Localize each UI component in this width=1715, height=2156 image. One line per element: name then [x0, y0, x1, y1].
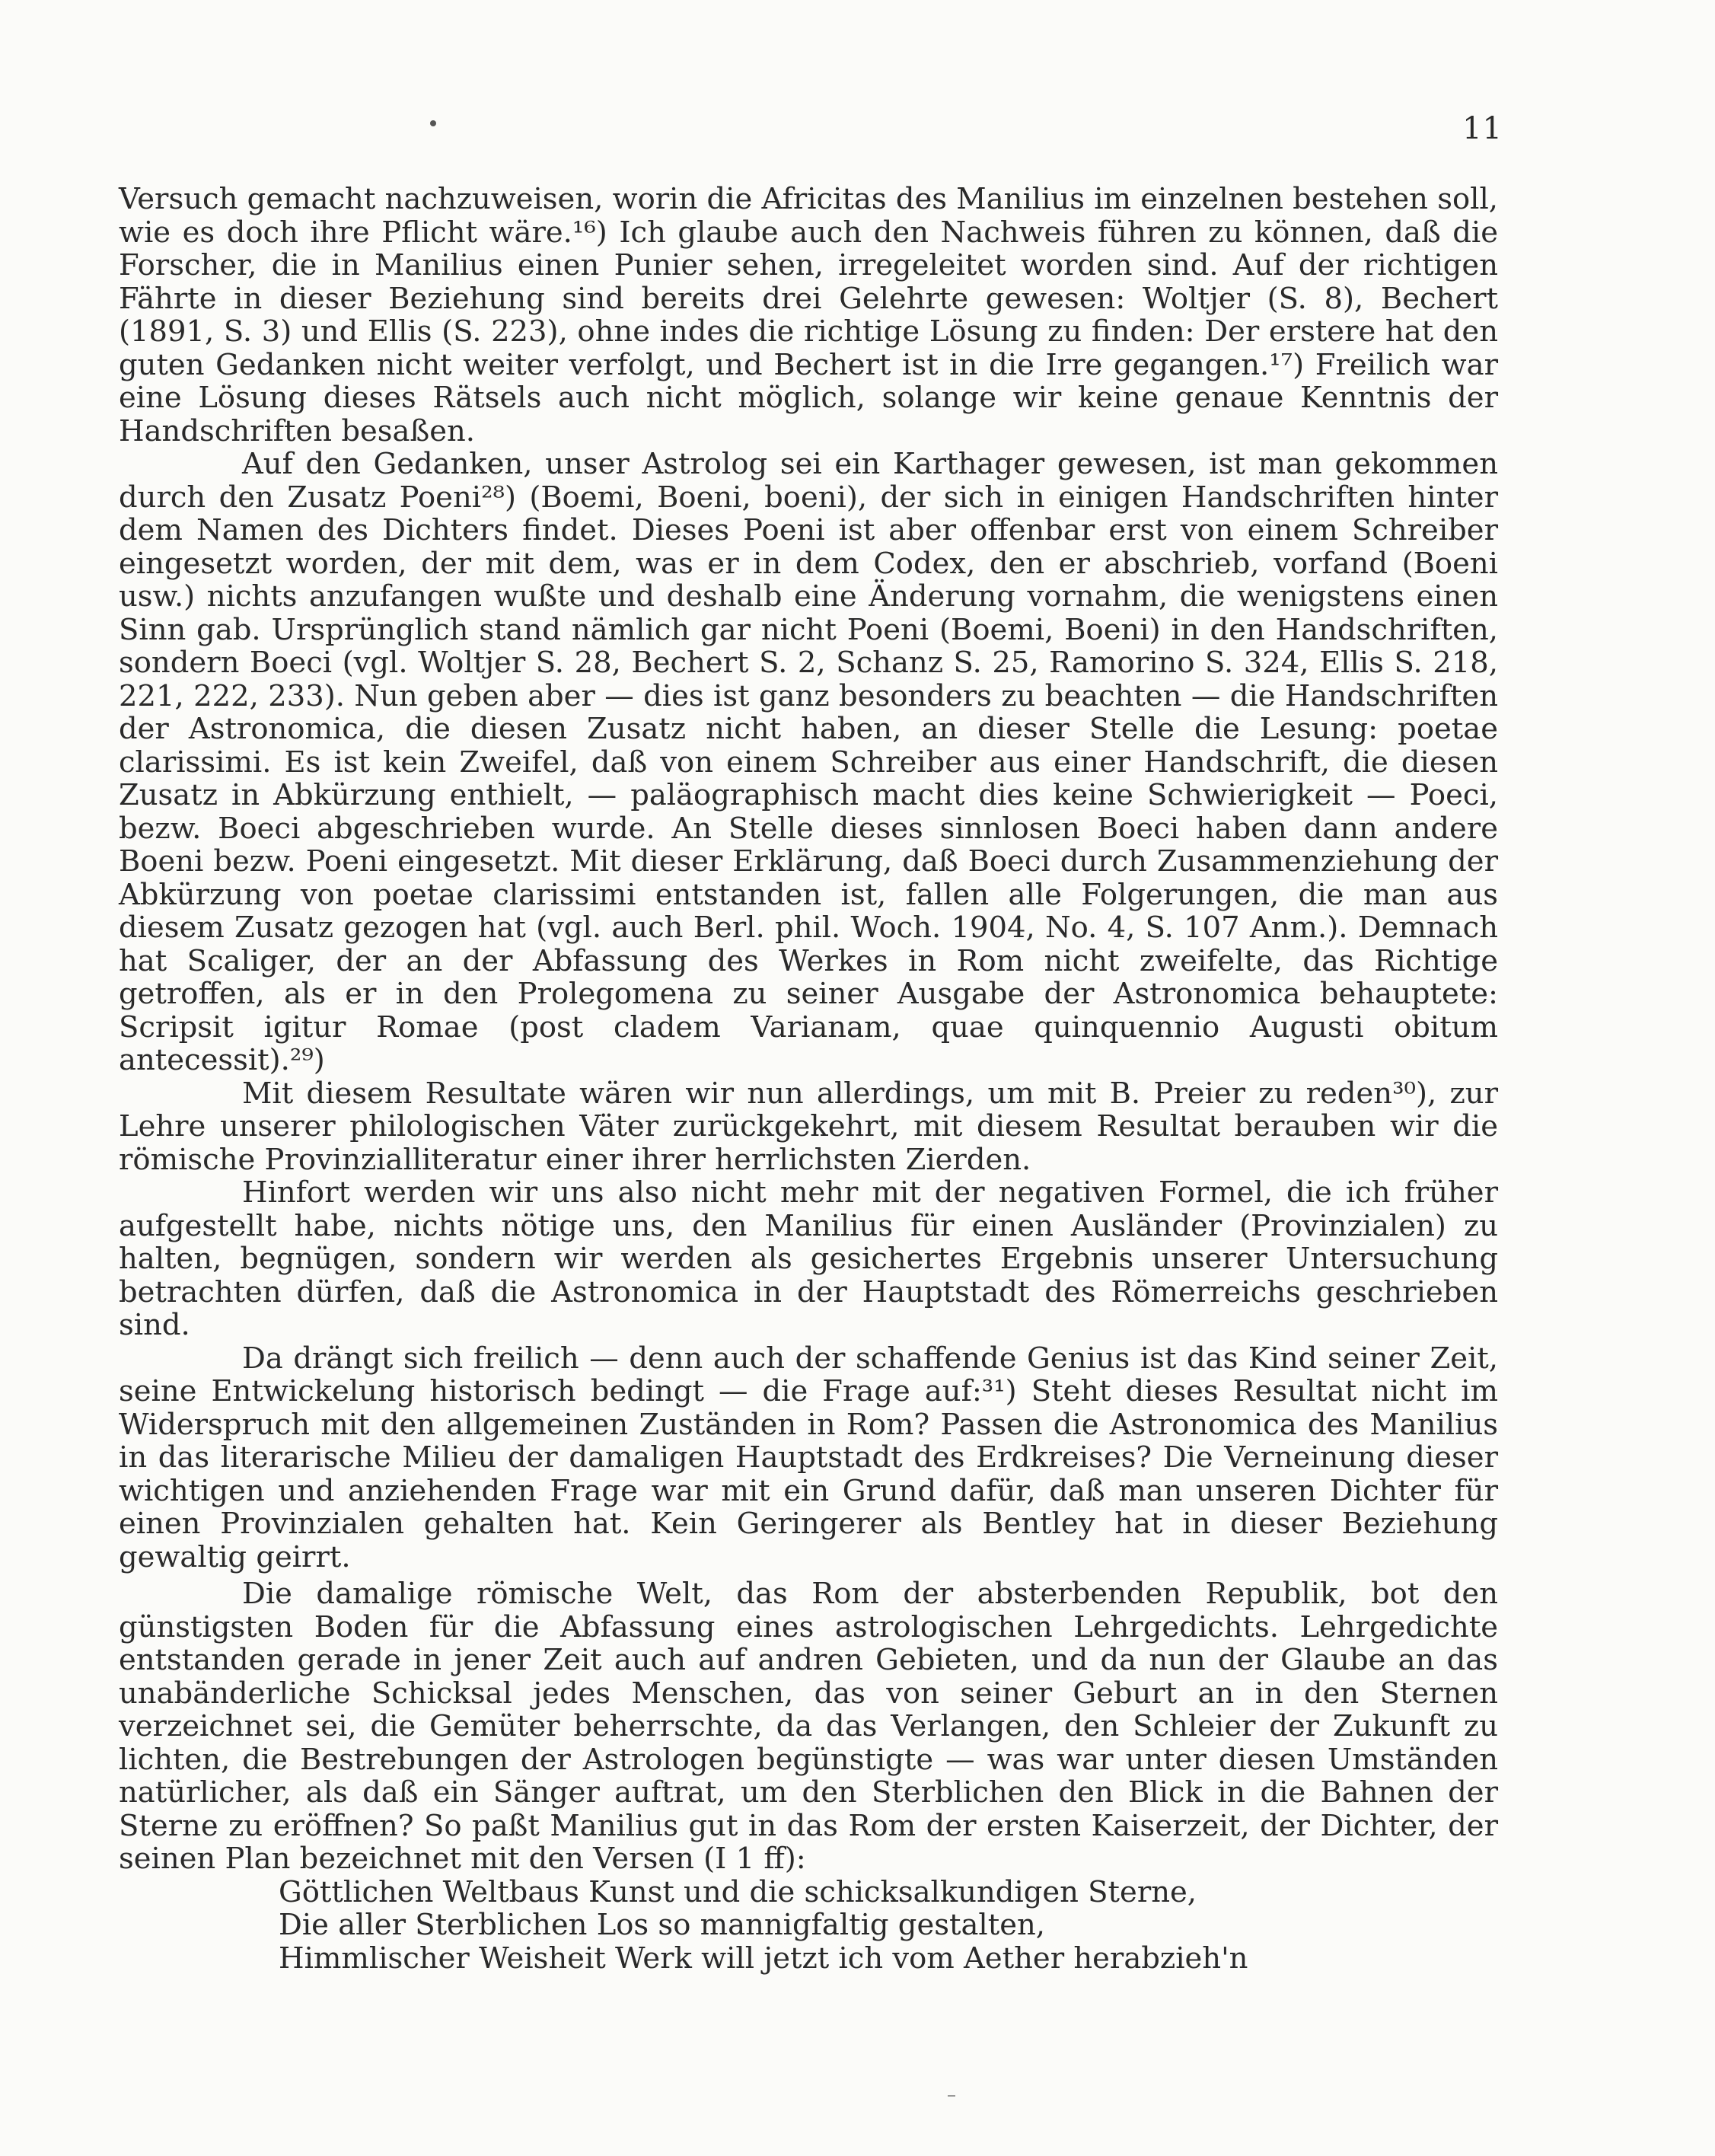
- paragraph-4: Hinfort werden wir uns also nicht mehr mit der negativen Formel, die ich früher aufgestellt habe, nichts nötige uns, den Manilius für einen Ausländer (Provinzialen) zu halten, begnügen, sondern wir werden als gesichertes Ergebnis unserer Untersuchung betrachten dürfen, daß die Astronomica in der Hauptstadt des Römerreichs geschrieben sind.: [119, 1175, 1498, 1342]
- page-body: [119, 183, 1498, 1975]
- paragraph-2: Auf den Gedanken, unser Astrolog sei ein Karthager gewesen, ist man gekommen durch den Zusatz Poeni²⁸) (Boemi, Boeni, boeni), der sich in einigen Handschriften hinter dem Namen des Dichters findet. Dieses Poeni ist aber offenbar erst von einem Schreiber eingesetzt worden, der mit dem, was er in dem Codex, den er abschrieb, vorfand (Boeni usw.) nichts anzufangen wußte und deshalb eine Änderung vornahm, die wenigstens einen Sinn gab. Ursprünglich stand nämlich gar nicht Poeni (Boemi, Boeni) in den Handschriften, sondern Boeci (vgl. Woltjer S. 28, Bechert S. 2, Schanz S. 25, Ramorino S. 324, Ellis S. 218, 221, 222, 233). Nun geben aber — dies ist ganz besonders zu beachten — die Handschriften der Astronomica, die diesen Zusatz nicht haben, an dieser Stelle die Lesung: poetae clarissimi. Es ist kein Zweifel, daß von einem Schreiber aus einer Handschrift, die diesen Zusatz in Abkürzung enthielt, — paläographisch macht dies keine Schwierigkeit — Poeci, bezw. Boeci abgeschrieben wurde. An Stelle dieses sinnlosen Boeci haben dann andere Boeni bezw. Poeni eingesetzt. Mit dieser Erklärung, daß Boeci durch Zusammenziehung der Abkürzung von poetae clarissimi entstanden ist, fallen alle Folgerungen, die man aus diesem Zusatz gezogen hat (vgl. auch Berl. phil. Woch. 1904, No. 4, S. 107 Anm.). Demnach hat Scaliger, der an der Abfassung des Werkes in Rom nicht zweifelte, das Richtige getroffen, als er in den Prolegomena zu seiner Ausgabe der Astronomica behauptete: Scripsit igitur Romae (post cladem Varianam, quae quinquennio Augusti obitum antecessit).²⁹): [119, 447, 1498, 1077]
- top-dot-mark: [430, 120, 436, 126]
- verse-line-3: Himmlischer Weisheit Werk will jetzt ich vom Aether herabzieh'n: [279, 1941, 1248, 1976]
- verse-line-1: Göttlichen Weltbaus Kunst und die schicksalkundigen Sterne,: [279, 1874, 1197, 1909]
- verse-quotation: [279, 1876, 1498, 1976]
- page-number: 11: [1462, 111, 1503, 146]
- paragraph-5: Da drängt sich freilich — denn auch der schaffende Genius ist das Kind seiner Zeit, seine Entwickelung historisch bedingt — die Frage auf:³¹) Steht dieses Resultat nicht im Widerspruch mit den allgemeinen Zuständen in Rom? Passen die Astronomica des Manilius in das literarische Milieu der damaligen Hauptstadt des Erdkreises? Die Verneinung dieser wichtigen und anziehenden Frage war mit ein Grund dafür, daß man unseren Dichter für einen Provinzialen gehalten hat. Kein Geringerer als Bentley hat in dieser Beziehung gewaltig geirrt.: [119, 1341, 1498, 1574]
- verse-line-2: Die aller Sterblichen Los so mannigfaltig gestalten,: [279, 1908, 1046, 1942]
- bottom-scan-mark: [948, 2095, 955, 2097]
- paragraph-3: Mit diesem Resultate wären wir nun allerdings, um mit B. Preier zu reden³⁰), zur Lehre unserer philologischen Väter zurückgekehrt, mit diesem Resultat berauben wir die römische Provinzialliteratur einer ihrer herrlichsten Zierden.: [119, 1076, 1498, 1177]
- paragraph-6: Die damalige römische Welt, das Rom der absterbenden Republik, bot den günstigsten Boden für die Abfassung eines astrologischen Lehrgedichts. Lehrgedichte entstanden gerade in jener Zeit auch auf andren Gebieten, und da nun der Glaube an das unabänderliche Schicksal jedes Menschen, das von seiner Geburt an in den Sternen verzeichnet sei, die Gemüter beherrschte, da das Verlangen, den Schleier der Zukunft zu lichten, die Bestrebungen der Astrologen begünstigte — was war unter diesen Umständen natürlicher, als daß ein Sänger auftrat, um den Sterblichen den Blick in die Bahnen der Sterne zu eröffnen? So paßt Manilius gut in das Rom der ersten Kaiserzeit, der Dichter, der seinen Plan bezeichnet mit den Versen (I 1 ff):: [119, 1577, 1498, 1876]
- paragraph-1: Versuch gemacht nachzuweisen, worin die Africitas des Manilius im einzelnen bestehen soll, wie es doch ihre Pflicht wäre.¹⁶) Ich glaube auch den Nachweis führen zu können, daß die Forscher, die in Manilius einen Punier sehen, irregeleitet worden sind. Auf der richtigen Fährte in dieser Beziehung sind bereits drei Gelehrte gewesen: Woltjer (S. 8), Bechert (1891, S. 3) und Ellis (S. 223), ohne indes die richtige Lösung zu finden: Der erstere hat den guten Gedanken nicht weiter verfolgt, und Bechert ist in die Irre gegangen.¹⁷) Freilich war eine Lösung dieses Rätsels auch nicht möglich, solange wir keine genaue Kenntnis der Handschriften besaßen.: [119, 182, 1499, 448]
